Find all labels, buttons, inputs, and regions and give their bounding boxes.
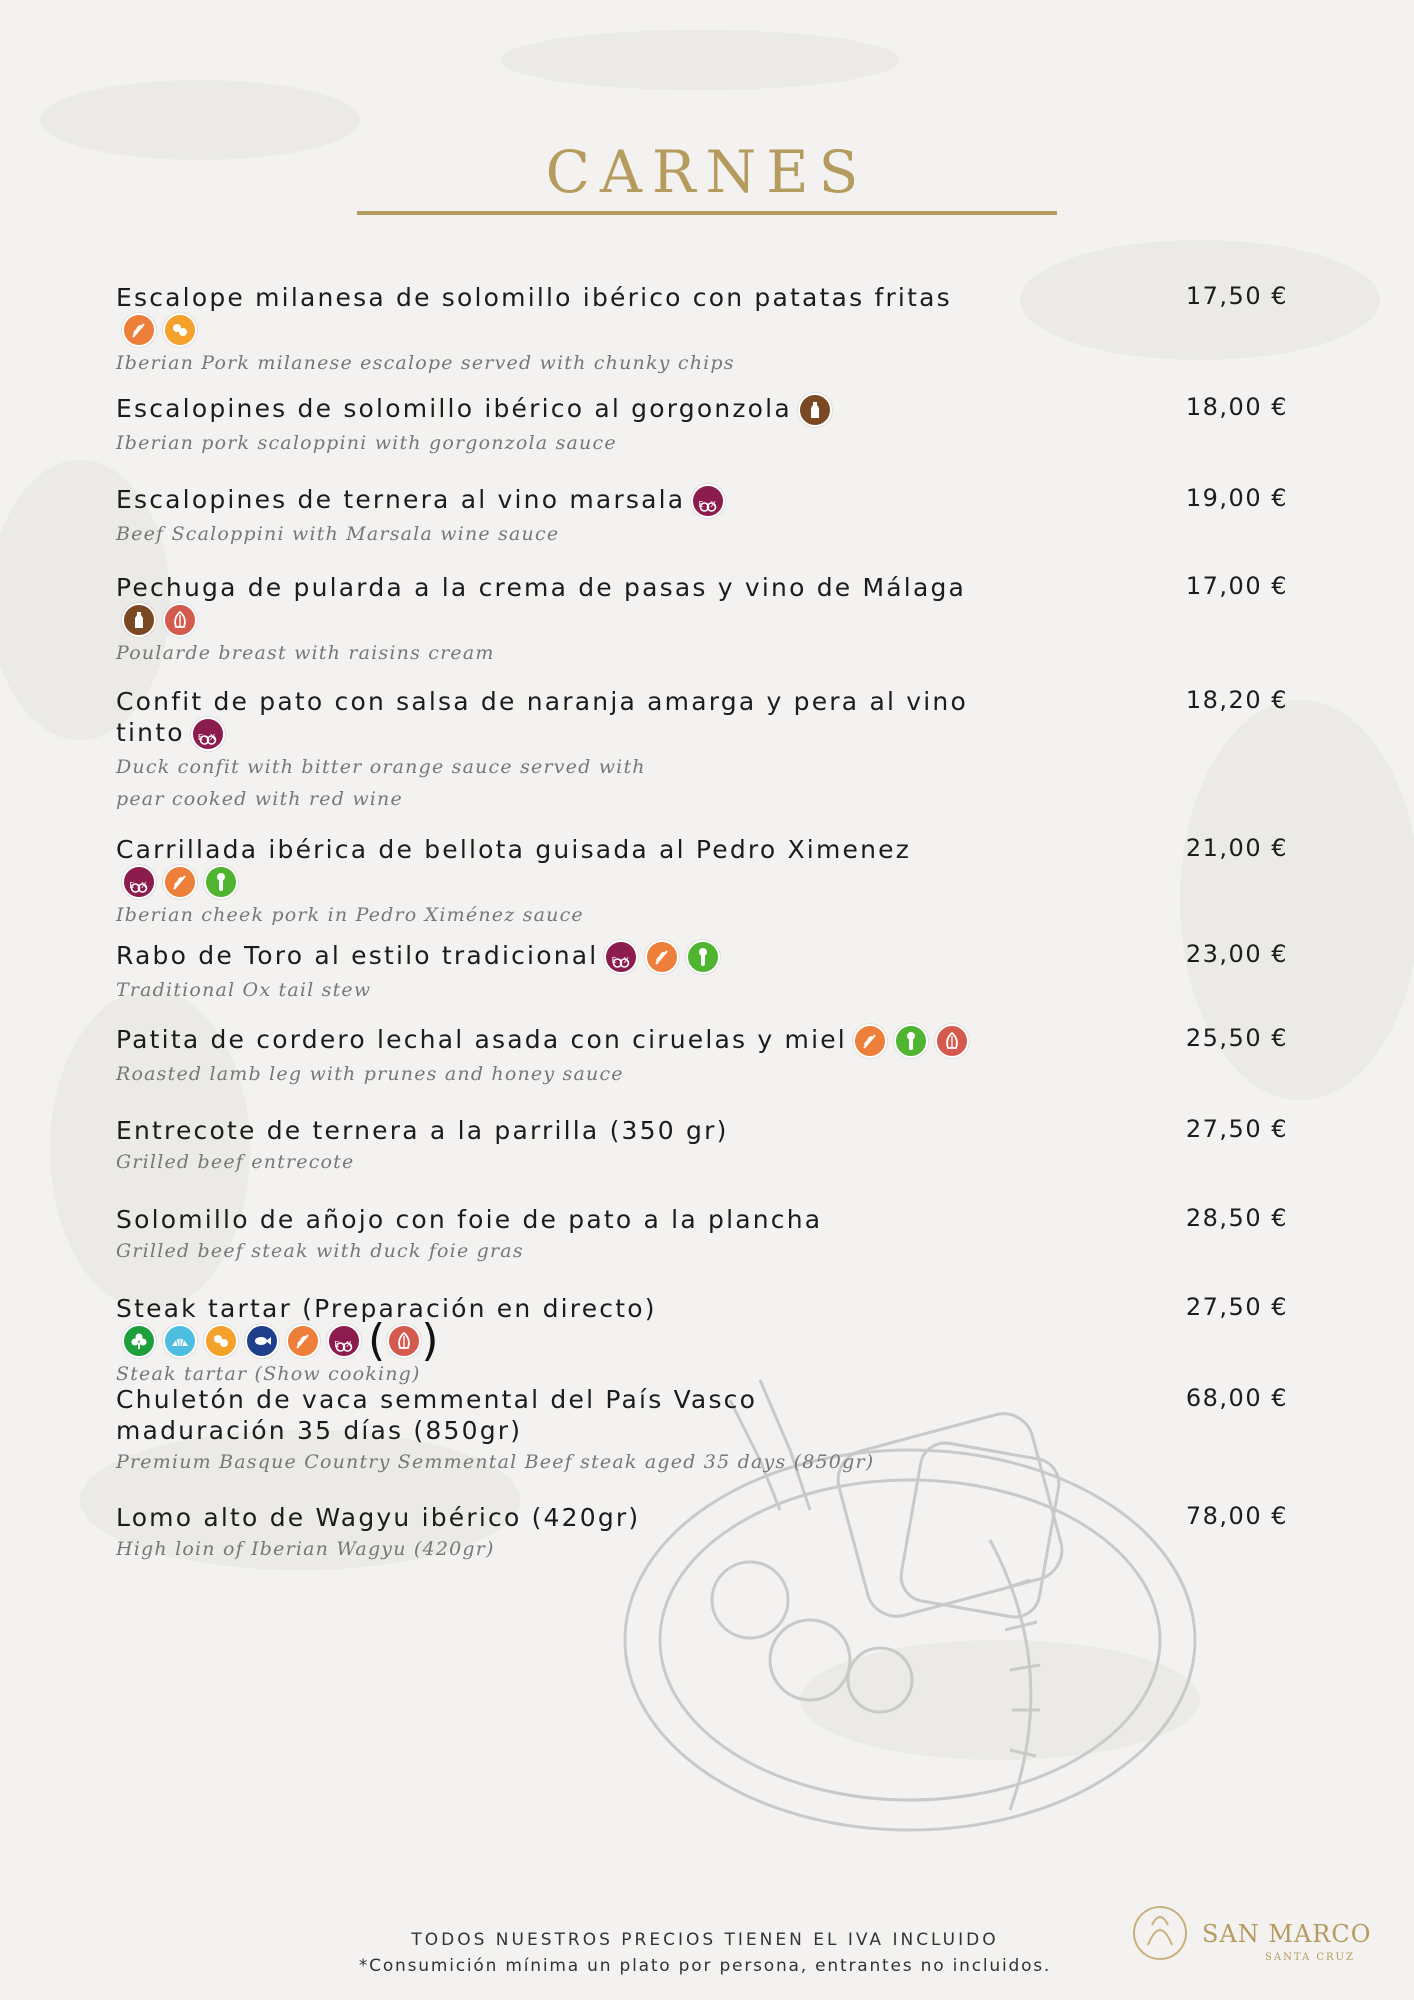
dish-name-text: Carrillada ibérica de bellota guisada al Pedro Ximenez (116, 835, 912, 864)
gluten-icon (163, 865, 197, 899)
menu-item (116, 1024, 1306, 1090)
gluten-icon (645, 940, 679, 974)
logo-name: SAN MARCO (1202, 1920, 1372, 1948)
sulphites-icon (122, 865, 156, 899)
dish-price: 17,00 € (1185, 572, 1288, 600)
menu-item (116, 834, 1306, 931)
dish-description: High loin of Iberian Wagyu (420gr) (116, 1538, 495, 1560)
dish-name (116, 1024, 976, 1058)
menu-item (116, 572, 1306, 669)
allergen-icons (853, 1024, 976, 1058)
allergen-icons (122, 1315, 441, 1366)
title-underline (357, 211, 1057, 215)
dish-name-text: Escalopines de ternera al vino marsala (116, 485, 686, 514)
sulphites-icon (691, 484, 725, 518)
dish-name-text: Lomo alto de Wagyu ibérico (420gr) (116, 1503, 641, 1532)
sulphites-icon (327, 1324, 361, 1358)
dish-name (116, 1384, 816, 1446)
dish-description: Steak tartar (Show cooking) (116, 1363, 421, 1385)
dish-description: Beef Scaloppini with Marsala wine sauce (116, 523, 560, 545)
dish-name (116, 1204, 976, 1235)
dish-description: Duck confit with bitter orange sauce served with pear cooked with red wine (116, 756, 646, 810)
dish-name (116, 572, 976, 637)
gluten-icon (286, 1324, 320, 1358)
sulphites-icon (604, 940, 638, 974)
gluten-icon (853, 1024, 887, 1058)
mustard-icon (163, 603, 197, 637)
dish-description: Premium Basque Country Semmental Beef steak aged 35 days (850gr) (116, 1451, 875, 1473)
dish-description: Traditional Ox tail stew (116, 979, 372, 1001)
dish-name (116, 834, 976, 899)
dish-price: 23,00 € (1185, 940, 1288, 968)
menu-item (116, 1384, 1306, 1478)
dish-name (116, 940, 976, 974)
page-title: CARNES (545, 138, 869, 206)
dish-price: 27,50 € (1185, 1115, 1288, 1143)
vegetables-icon (122, 1324, 156, 1358)
dish-price: 68,00 € (1185, 1384, 1288, 1412)
dish-name-text: Solomillo de añojo con foie de pato a la plancha (116, 1205, 823, 1234)
menu-item (116, 1115, 1306, 1178)
dish-name-text: Steak tartar (Preparación en directo) (116, 1294, 657, 1323)
menu-item (116, 1502, 1306, 1565)
allergen-icons (122, 603, 204, 637)
menu-item (116, 484, 1306, 550)
allergen-icons (122, 865, 245, 899)
footer-minimum-notice: *Consumición mínima un plato por persona, entrantes no incluidos. (358, 1956, 1052, 1976)
dish-name-text: Escalopines de solomillo ibérico al gorgonzola (116, 394, 792, 423)
shellfish-icon (163, 1324, 197, 1358)
sulphites-label: E-X (698, 500, 719, 509)
milk-icon (122, 603, 156, 637)
dish-description: Grilled beef steak with duck foie gras (116, 1240, 524, 1262)
bracket-open: ( (368, 1315, 388, 1366)
nuts-icon (163, 313, 197, 347)
gluten-icon (122, 313, 156, 347)
dish-description: Iberian Pork milanese escalope served with chunky chips (116, 352, 735, 374)
dish-price: 78,00 € (1185, 1502, 1288, 1530)
dish-price: 27,50 € (1185, 1293, 1288, 1321)
bracket-close: ) (421, 1315, 441, 1366)
dish-price: 18,00 € (1185, 393, 1288, 421)
dish-name (116, 1502, 976, 1533)
dish-price: 19,00 € (1185, 484, 1288, 512)
logo-subtitle: SANTA CRUZ (1265, 1952, 1355, 1963)
allergen-icons (122, 313, 204, 347)
mustard-icon (387, 1324, 421, 1358)
sulphites-label: E-X (197, 733, 218, 742)
allergen-icons (691, 484, 732, 518)
menu-item (116, 940, 1306, 1006)
dish-description: Poularde breast with raisins cream (116, 642, 495, 664)
dish-name (116, 1293, 976, 1366)
dish-name (116, 686, 976, 751)
fish-icon (245, 1324, 279, 1358)
celery-icon (894, 1024, 928, 1058)
dish-price: 17,50 € (1185, 282, 1288, 310)
dish-name-text: Escalope milanesa de solomillo ibérico con patatas fritas (116, 283, 952, 312)
celery-icon (686, 940, 720, 974)
allergen-icons (798, 393, 839, 427)
dish-name (116, 1115, 976, 1146)
dish-price: 28,50 € (1185, 1204, 1288, 1232)
sulphites-label: E-X (611, 956, 632, 965)
celery-icon (204, 865, 238, 899)
mustard-icon (935, 1024, 969, 1058)
dish-price: 18,20 € (1185, 686, 1288, 714)
dish-description: Grilled beef entrecote (116, 1151, 355, 1173)
dish-name-text: Patita de cordero lechal asada con ciruelas y miel (116, 1025, 847, 1054)
nuts-icon (204, 1324, 238, 1358)
sulphites-label: E-X (129, 881, 149, 890)
dish-name-text: Entrecote de ternera a la parrilla (350 gr) (116, 1116, 729, 1145)
menu-item (116, 686, 1306, 815)
sulphites-label: E-X (334, 1340, 354, 1349)
sulphites-icon (191, 717, 225, 751)
dish-price: 21,00 € (1185, 834, 1288, 862)
dish-name-text: Pechuga de pularda a la crema de pasas y vino de Málaga (116, 573, 967, 602)
allergen-icons (604, 940, 727, 974)
dish-name-text: Confit de pato con salsa de naranja amarga y pera al vino tinto (116, 687, 968, 747)
dish-description: Iberian cheek pork in Pedro Ximénez sauce (116, 904, 584, 926)
menu-item (116, 1204, 1306, 1267)
allergen-icons (191, 717, 232, 751)
dish-name-text: Rabo de Toro al estilo tradicional (116, 941, 599, 970)
menu-item (116, 1293, 1306, 1390)
dish-name-text: Chuletón de vaca semmental del País Vasco maduración 35 días (850gr) (116, 1385, 758, 1445)
footer-vat-notice: TODOS NUESTROS PRECIOS TIENEN EL IVA INCLUIDO (411, 1930, 999, 1950)
menu-item (116, 393, 1306, 459)
milk-icon (798, 393, 832, 427)
dish-name (116, 282, 976, 347)
dish-name (116, 393, 976, 427)
dish-name (116, 484, 976, 518)
dish-price: 25,50 € (1185, 1024, 1288, 1052)
dish-description: Roasted lamb leg with prunes and honey sauce (116, 1063, 624, 1085)
dish-description: Iberian pork scaloppini with gorgonzola sauce (116, 432, 617, 454)
menu-item (116, 282, 1306, 379)
